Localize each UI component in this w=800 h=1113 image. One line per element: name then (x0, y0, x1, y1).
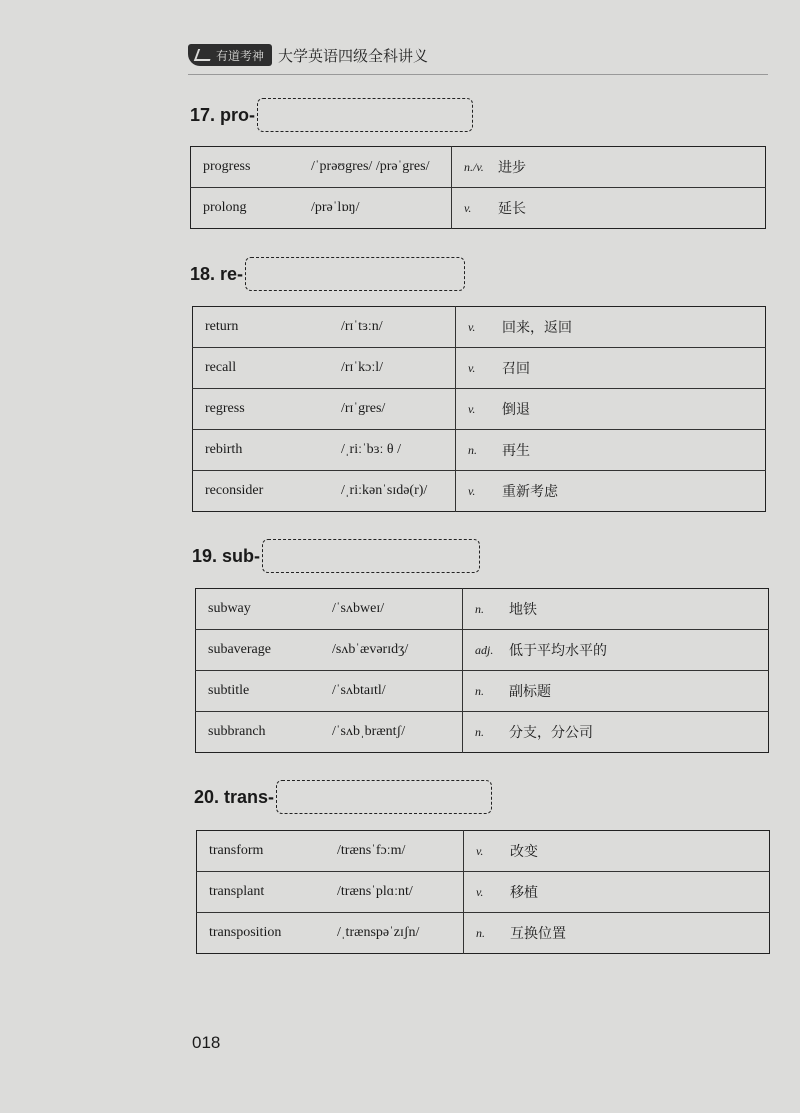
part-of-speech: n. (463, 589, 510, 630)
page-header (188, 44, 428, 66)
vocab-table-20 (196, 830, 770, 954)
table-row (196, 671, 769, 712)
table-row (193, 389, 766, 430)
meaning: 改变 (510, 844, 538, 860)
meaning: 互换位置 (510, 913, 770, 954)
phonetic: /rɪˈgres/ (341, 389, 456, 430)
word: progress (203, 159, 251, 174)
word: regress (193, 389, 342, 430)
word: reconsider (193, 471, 342, 512)
part-of-speech: v. (456, 389, 503, 430)
section-heading-20 (194, 780, 492, 814)
logo-text: 有道考神 (216, 48, 265, 63)
header-divider (188, 74, 768, 75)
vocab-table-18 (192, 306, 766, 512)
phonetic: /prəˈlɒŋ/ (311, 188, 452, 229)
table-row (193, 471, 766, 512)
word: transplant (197, 872, 338, 913)
word: subtitle (196, 671, 333, 712)
meaning: 移植 (510, 872, 770, 913)
section-title: 18. re- (190, 263, 244, 284)
word: prolong (191, 188, 312, 229)
vocab-table-17 (190, 146, 766, 229)
part-of-speech: n. (456, 430, 503, 471)
table-row (196, 630, 769, 671)
part-of-speech: v. (452, 188, 499, 229)
part-of-speech: v. (464, 831, 511, 872)
phonetic: /ˈprəʊgres/ /prəˈgres/ (311, 159, 430, 174)
word: transposition (197, 913, 338, 954)
phonetic: /ˈsʌbtaɪtl/ (332, 671, 463, 712)
phonetic: /ˌtrænspəˈzɪʃn/ (337, 913, 464, 954)
table-row (197, 872, 770, 913)
table-row (196, 712, 769, 753)
part-of-speech: n. (464, 913, 511, 954)
table-row (197, 831, 770, 872)
part-of-speech: n. (463, 671, 510, 712)
table-row (191, 188, 766, 229)
word: recall (193, 348, 342, 389)
word: return (205, 319, 239, 334)
section-heading-17 (190, 98, 473, 132)
part-of-speech: adj. (463, 630, 510, 671)
table-row (191, 147, 766, 188)
part-of-speech: v. (456, 307, 503, 348)
meaning: 回来，返回 (502, 320, 572, 336)
table-row (196, 589, 769, 630)
phonetic: /ˈsʌbˌbræntʃ/ (332, 712, 463, 753)
meaning: 延长 (498, 188, 766, 229)
part-of-speech: n./v. (452, 147, 499, 188)
table-row (193, 348, 766, 389)
section-title: 17. pro- (190, 104, 256, 125)
phonetic: /trænsˈfɔːm/ (337, 843, 406, 858)
word: subbranch (196, 712, 333, 753)
phonetic: /sʌbˈævərɪdʒ/ (332, 630, 463, 671)
word: subway (208, 601, 251, 616)
table-row (193, 307, 766, 348)
meaning: 进步 (498, 160, 526, 176)
section-heading-19 (192, 539, 480, 573)
table-row (197, 913, 770, 954)
meaning: 倒退 (502, 389, 766, 430)
book-title: 大学英语四级全科讲义 (278, 46, 429, 65)
part-of-speech: n. (463, 712, 510, 753)
table-row (193, 430, 766, 471)
section-title: 19. sub- (192, 545, 261, 566)
section-title: 20. trans- (194, 786, 275, 807)
phonetic: /rɪˈkɔːl/ (341, 348, 456, 389)
meaning: 分支，分公司 (509, 712, 769, 753)
page-number: 018 (192, 1033, 221, 1052)
publisher-logo (188, 44, 272, 66)
blank-answer-box (245, 257, 465, 291)
meaning: 再生 (502, 430, 766, 471)
meaning: 低于平均水平的 (509, 630, 769, 671)
vocab-table-19 (195, 588, 769, 753)
phonetic: /ˈsʌbweɪ/ (332, 601, 385, 616)
meaning: 副标题 (509, 671, 769, 712)
meaning: 地铁 (509, 602, 537, 618)
part-of-speech: v. (464, 872, 511, 913)
part-of-speech: v. (456, 471, 503, 512)
phonetic: /trænsˈplɑːnt/ (337, 872, 464, 913)
word: rebirth (193, 430, 342, 471)
blank-answer-box (257, 98, 473, 132)
blank-answer-box (262, 539, 480, 573)
phonetic: /rɪˈtɜːn/ (341, 319, 383, 334)
logo-mark-icon (194, 49, 214, 61)
meaning: 召回 (502, 348, 766, 389)
word: transform (209, 843, 264, 858)
meaning: 重新考虑 (502, 471, 766, 512)
blank-answer-box (276, 780, 492, 814)
section-heading-18 (190, 257, 465, 291)
word: subaverage (196, 630, 333, 671)
part-of-speech: v. (456, 348, 503, 389)
phonetic: /ˌriːˈbɜː θ / (341, 430, 456, 471)
phonetic: /ˌriːkənˈsɪdə(r)/ (341, 471, 456, 512)
